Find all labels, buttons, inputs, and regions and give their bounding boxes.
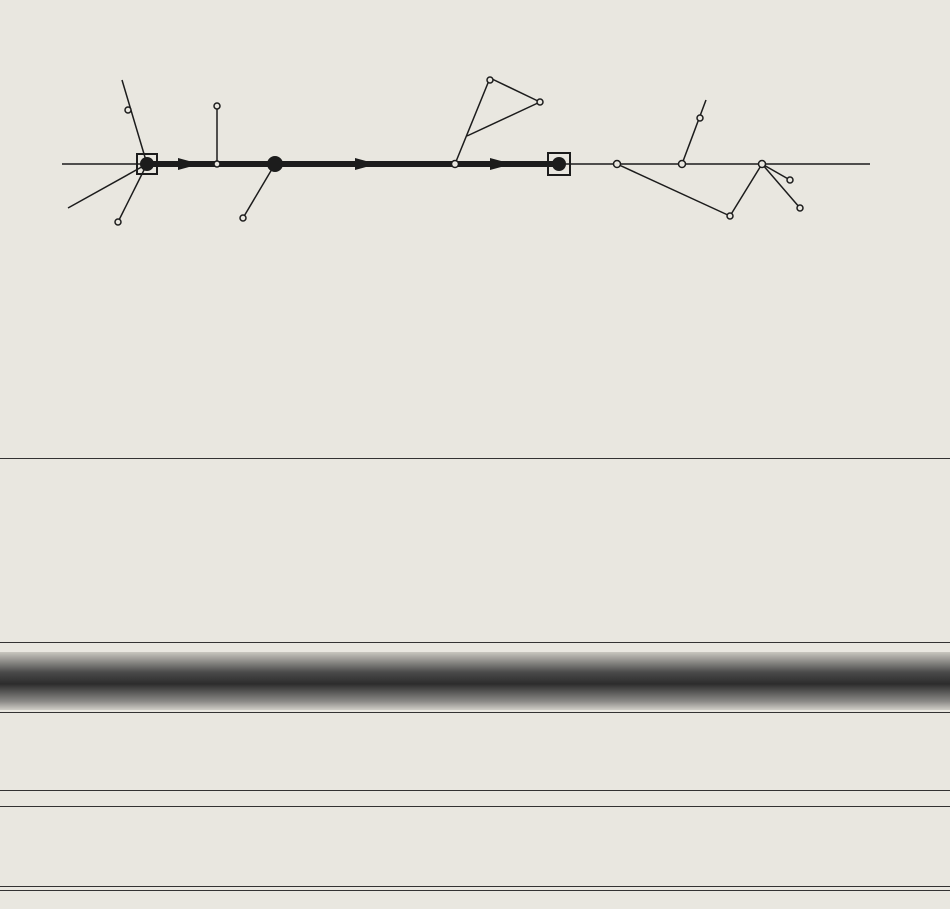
route-map: [0, 68, 950, 238]
timetable-bottom: [0, 706, 950, 909]
timetable-top: [0, 458, 950, 658]
page-fold-shadow: [0, 652, 950, 710]
